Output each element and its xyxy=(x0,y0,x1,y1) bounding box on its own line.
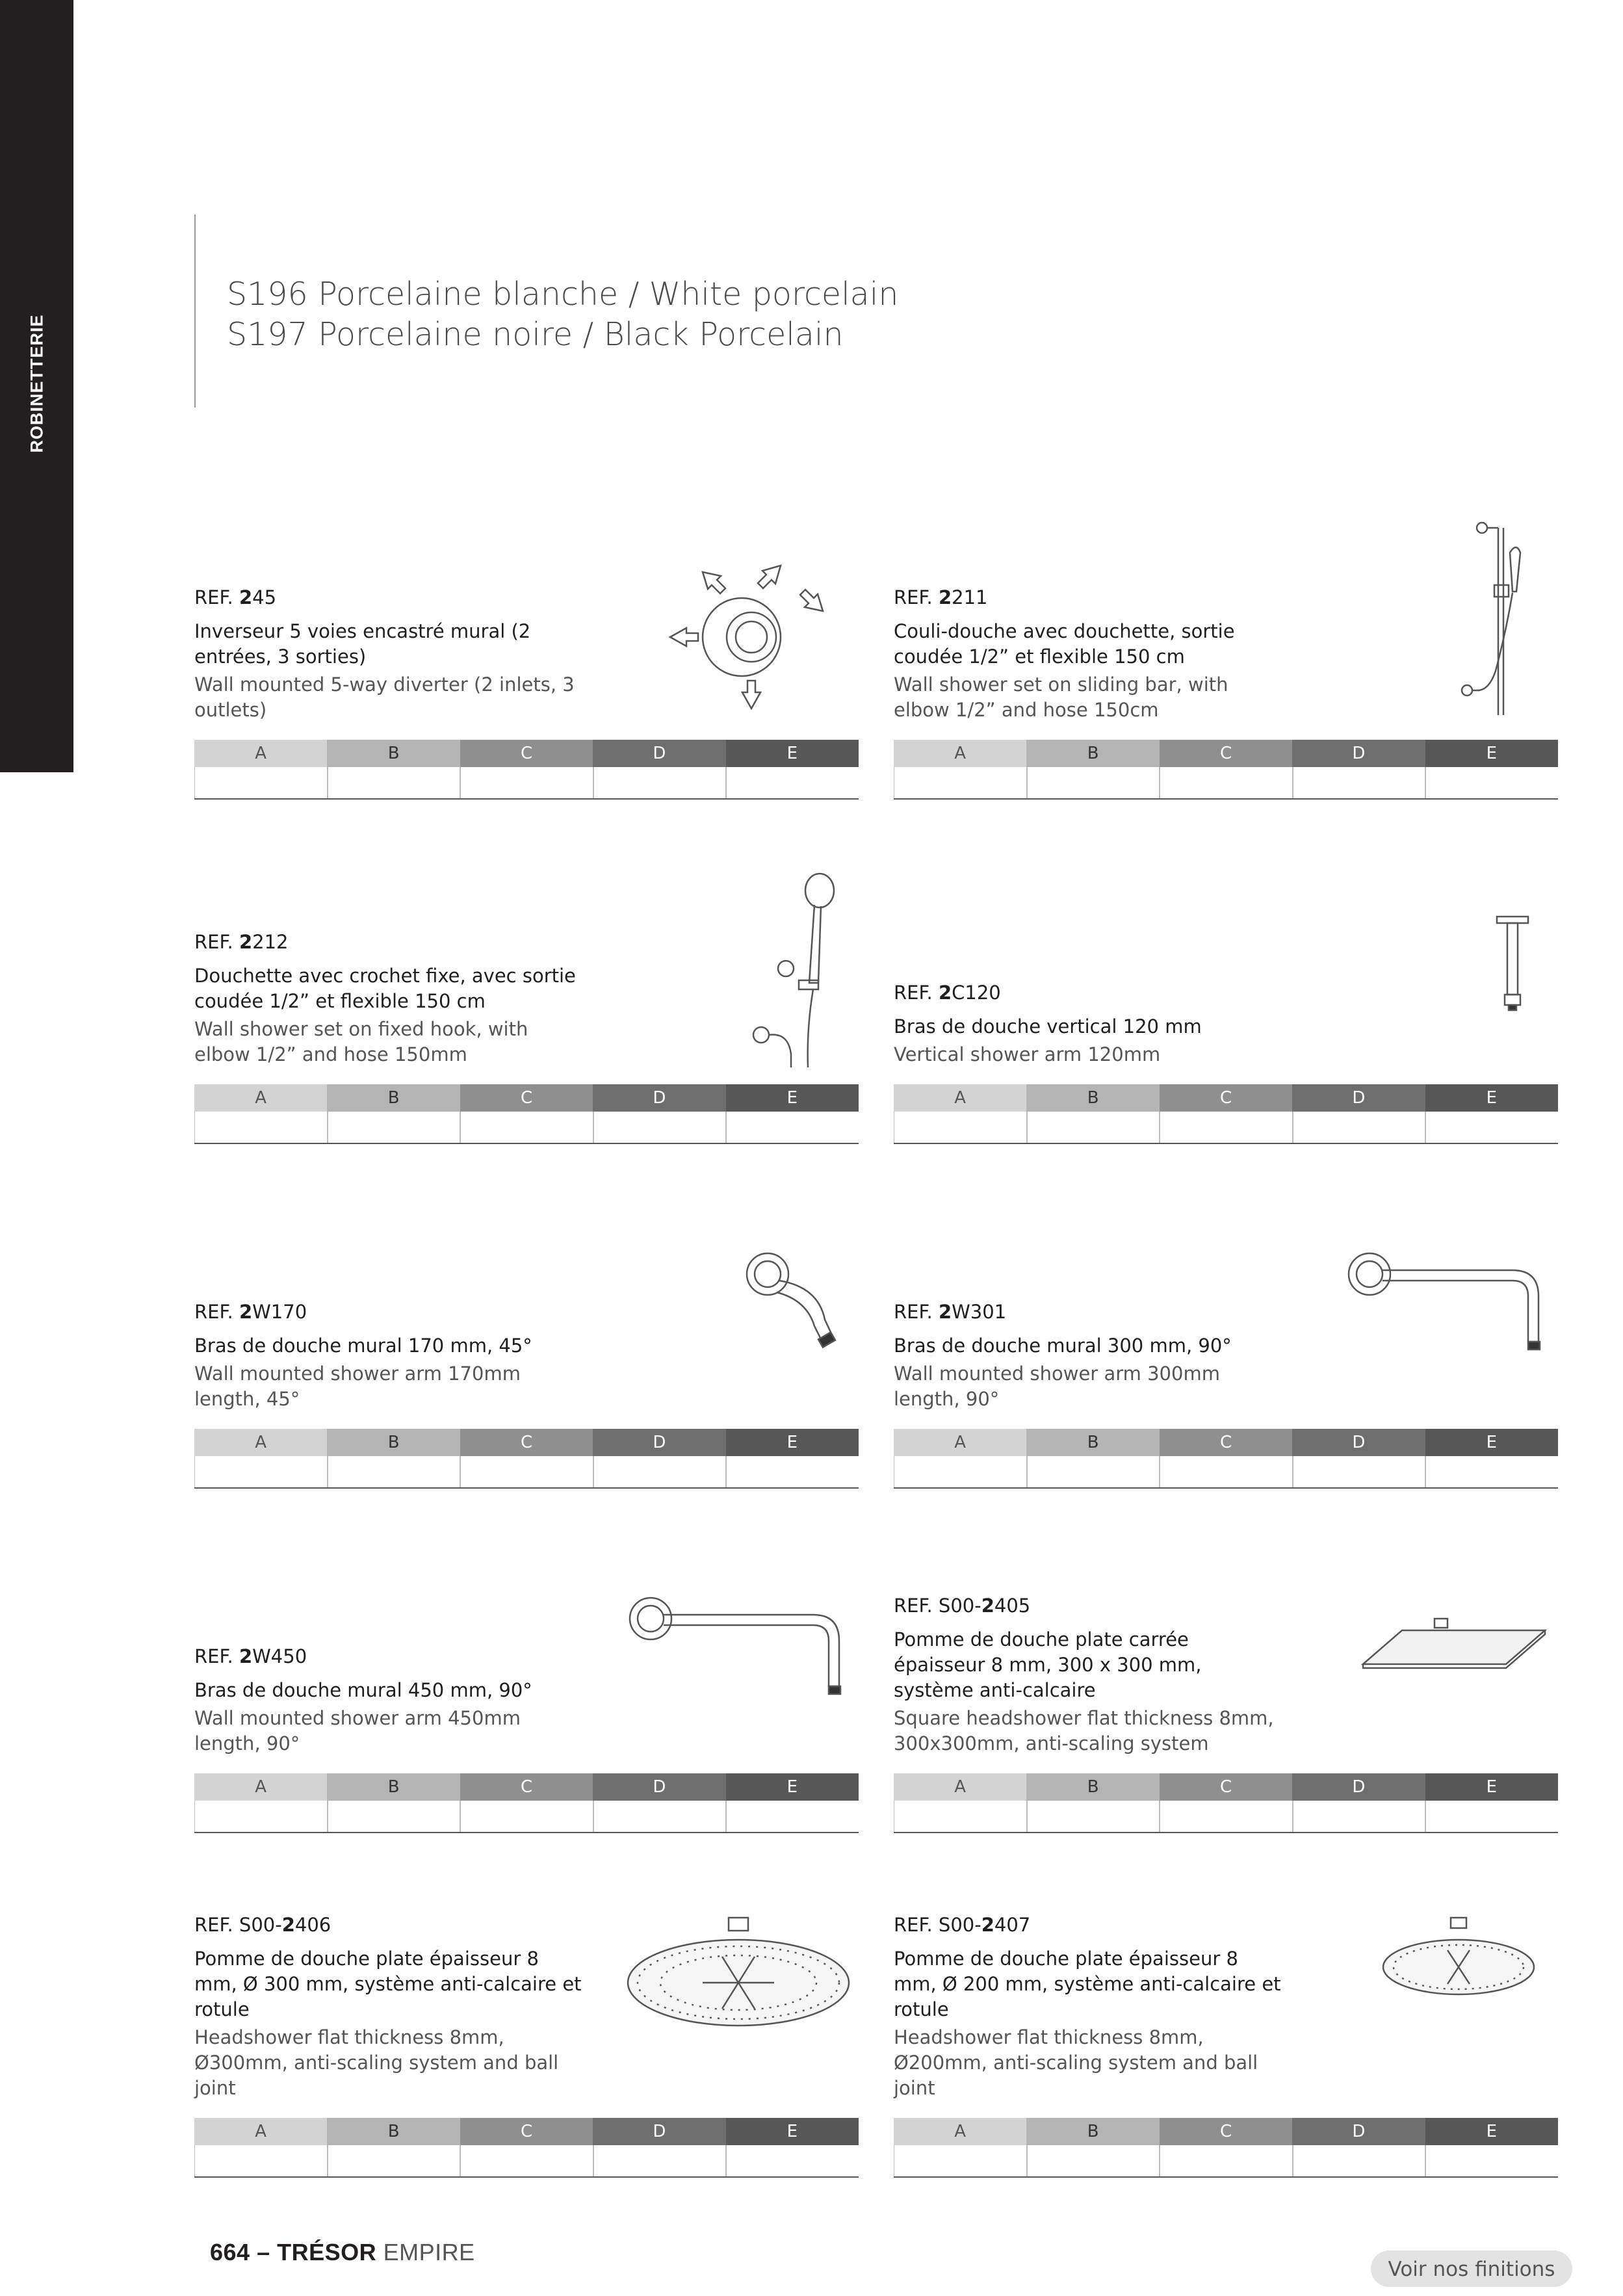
grid-cell xyxy=(1425,1801,1558,1832)
grid-cell xyxy=(327,1456,460,1487)
grid-cell xyxy=(1425,2145,1558,2176)
grid-header-e: E xyxy=(726,1773,859,1801)
round-headshower-300-icon xyxy=(625,1898,859,2101)
description-en: Wall mounted shower arm 450mm length, 90° xyxy=(194,1707,521,1755)
description-en: Wall mounted shower arm 170mm length, 45° xyxy=(194,1363,521,1410)
description-en: Vertical shower arm 120mm xyxy=(894,1043,1161,1065)
product-info xyxy=(894,1595,1284,1756)
grid-header-b: B xyxy=(1026,2118,1159,2145)
hand-shower-hook-icon xyxy=(625,865,859,1067)
grid-header-e: E xyxy=(1425,1084,1558,1112)
grid-cell xyxy=(725,1801,859,1832)
grid-header-b: B xyxy=(1026,1084,1159,1112)
grid-cell xyxy=(1159,767,1292,798)
description-fr: Inverseur 5 voies encastré mural (2 entrées, 3 sorties) xyxy=(194,620,531,668)
product-ref: REF. S00-2407 xyxy=(894,1914,1031,1936)
finishes-button[interactable]: Voir nos finitions xyxy=(1371,2250,1572,2287)
product-info xyxy=(894,1301,1284,1412)
grid-header-d: D xyxy=(1292,2118,1425,2145)
grid-cell xyxy=(460,1456,593,1487)
shower-arm-450-icon xyxy=(625,1554,859,1756)
description-fr: Pomme de douche plate carrée épaisseur 8 mm, 300 x 300 mm, système anti-calcaire xyxy=(894,1628,1202,1701)
grid-cell xyxy=(460,1801,593,1832)
grid-cell xyxy=(194,2145,327,2176)
grid-cell xyxy=(1292,1801,1425,1832)
grid-cell xyxy=(194,1801,327,1832)
shower-arm-300-icon xyxy=(1324,1209,1558,1412)
title-line-1: S196 Porcelaine blanche / White porcelain xyxy=(227,276,899,313)
grid-cell xyxy=(1159,1801,1292,1832)
grid-cell xyxy=(327,767,460,798)
title-line-2: S197 Porcelaine noire / Black Porcelain xyxy=(227,316,844,353)
grid-cell xyxy=(894,1801,1026,1832)
grid-header-c: C xyxy=(1160,2118,1292,2145)
header-rule xyxy=(194,215,196,408)
shower-arm-170-icon xyxy=(625,1209,859,1412)
grid-cell xyxy=(327,1112,460,1143)
grid-cell xyxy=(1292,767,1425,798)
grid-header-c: C xyxy=(460,740,593,767)
grid-header-a: A xyxy=(894,1084,1026,1112)
grid-cell xyxy=(460,767,593,798)
description-fr: Couli-douche avec douchette, sortie coudée 1/2” et flexible 150 cm xyxy=(894,620,1235,668)
grid-cell xyxy=(1425,1456,1558,1487)
grid-cell xyxy=(1159,1456,1292,1487)
product-card xyxy=(894,1554,1558,1833)
grid-header-c: C xyxy=(1160,1773,1292,1801)
vertical-shower-arm-icon xyxy=(1324,865,1558,1067)
grid-header-c: C xyxy=(460,1084,593,1112)
grid-header-d: D xyxy=(1292,740,1425,767)
grid-cell xyxy=(593,767,726,798)
grid-header-e: E xyxy=(726,740,859,767)
grid-header-e: E xyxy=(1425,2118,1558,2145)
product-ref: REF. 2W170 xyxy=(194,1301,307,1323)
product-card xyxy=(194,1554,859,1833)
product-info xyxy=(194,586,584,723)
grid-cell xyxy=(460,2145,593,2176)
grid-header-d: D xyxy=(1292,1773,1425,1801)
finish-grid xyxy=(894,2118,1558,2178)
grid-cell xyxy=(593,1801,726,1832)
grid-cell xyxy=(194,1112,327,1143)
product-info xyxy=(194,1645,584,1756)
grid-header-d: D xyxy=(593,1429,725,1456)
product-ref: REF. 245 xyxy=(194,586,277,608)
grid-header-b: B xyxy=(1026,1773,1159,1801)
round-headshower-200-icon xyxy=(1324,1898,1558,2101)
grid-header-e: E xyxy=(1425,740,1558,767)
grid-header-e: E xyxy=(726,1429,859,1456)
grid-cell xyxy=(894,1456,1026,1487)
finish-grid xyxy=(194,740,859,800)
grid-header-a: A xyxy=(894,1773,1026,1801)
grid-header-d: D xyxy=(593,1773,725,1801)
grid-header-a: A xyxy=(894,740,1026,767)
product-card xyxy=(194,1209,859,1489)
page-footer xyxy=(210,2239,475,2266)
grid-header-d: D xyxy=(593,1084,725,1112)
grid-cell xyxy=(1292,2145,1425,2176)
grid-header-b: B xyxy=(327,1773,460,1801)
description-fr: Bras de douche mural 170 mm, 45° xyxy=(194,1335,532,1357)
description-en: Headshower flat thickness 8mm, Ø300mm, anti-scaling system and ball joint xyxy=(194,2026,559,2099)
grid-cell xyxy=(460,1112,593,1143)
grid-cell xyxy=(194,1456,327,1487)
finish-grid xyxy=(894,1084,1558,1144)
grid-header-c: C xyxy=(1160,1429,1292,1456)
grid-cell xyxy=(593,1456,726,1487)
description-en: Headshower flat thickness 8mm, Ø200mm, anti-scaling system and ball joint xyxy=(894,2026,1258,2099)
page-number: 664 – TRÉSOR xyxy=(210,2239,377,2265)
product-info xyxy=(894,586,1284,723)
grid-header-a: A xyxy=(194,1429,327,1456)
grid-header-a: A xyxy=(194,2118,327,2145)
grid-header-a: A xyxy=(194,740,327,767)
product-ref: REF. 2C120 xyxy=(894,982,1001,1004)
product-info xyxy=(194,931,584,1067)
product-card xyxy=(194,1898,859,2178)
grid-cell xyxy=(725,767,859,798)
grid-header-a: A xyxy=(894,2118,1026,2145)
grid-cell xyxy=(327,2145,460,2176)
grid-cell xyxy=(1026,2145,1160,2176)
description-fr: Bras de douche mural 450 mm, 90° xyxy=(194,1679,532,1701)
grid-header-c: C xyxy=(460,1429,593,1456)
grid-cell xyxy=(725,1456,859,1487)
grid-cell xyxy=(894,1112,1026,1143)
product-card xyxy=(194,520,859,800)
page-title xyxy=(227,274,898,355)
grid-header-d: D xyxy=(1292,1429,1425,1456)
sliding-bar-shower-icon xyxy=(1324,520,1558,723)
finish-grid xyxy=(894,1429,1558,1489)
finish-grid xyxy=(194,1084,859,1144)
grid-cell xyxy=(327,1801,460,1832)
finish-grid xyxy=(194,2118,859,2178)
collection-name: EMPIRE xyxy=(376,2239,475,2265)
product-ref: REF. 2W450 xyxy=(194,1645,307,1667)
grid-cell xyxy=(593,1112,726,1143)
grid-header-b: B xyxy=(1026,1429,1159,1456)
grid-cell xyxy=(1292,1112,1425,1143)
description-en: Wall shower set on sliding bar, with elbow 1/2” and hose 150cm xyxy=(894,673,1228,721)
product-card xyxy=(894,1898,1558,2178)
grid-header-c: C xyxy=(1160,740,1292,767)
description-en: Wall mounted shower arm 300mm length, 90° xyxy=(894,1363,1220,1410)
grid-cell xyxy=(1026,1112,1160,1143)
grid-header-d: D xyxy=(1292,1084,1425,1112)
description-fr: Bras de douche mural 300 mm, 90° xyxy=(894,1335,1232,1357)
product-card xyxy=(194,865,859,1144)
product-info xyxy=(894,982,1284,1067)
finish-grid xyxy=(894,740,1558,800)
grid-cell xyxy=(894,767,1026,798)
finish-grid xyxy=(194,1773,859,1833)
description-en: Wall shower set on fixed hook, with elbow 1/2” and hose 150mm xyxy=(194,1018,528,1065)
product-ref: REF. 2W301 xyxy=(894,1301,1007,1323)
grid-header-d: D xyxy=(593,740,725,767)
finish-grid xyxy=(894,1773,1558,1833)
grid-header-a: A xyxy=(194,1084,327,1112)
grid-header-b: B xyxy=(327,1429,460,1456)
grid-cell xyxy=(194,767,327,798)
grid-header-c: C xyxy=(460,1773,593,1801)
product-card xyxy=(894,520,1558,800)
grid-header-c: C xyxy=(1160,1084,1292,1112)
grid-header-b: B xyxy=(1026,740,1159,767)
square-headshower-icon xyxy=(1324,1554,1558,1756)
product-ref: REF. 2212 xyxy=(194,931,289,953)
grid-cell xyxy=(1026,767,1160,798)
product-ref: REF. 2211 xyxy=(894,586,988,608)
product-info xyxy=(194,1914,584,2101)
product-card xyxy=(894,865,1558,1144)
grid-cell xyxy=(1292,1456,1425,1487)
description-fr: Douchette avec crochet fixe, avec sortie coudée 1/2” et flexible 150 cm xyxy=(194,965,576,1012)
grid-header-e: E xyxy=(1425,1773,1558,1801)
grid-cell xyxy=(725,2145,859,2176)
description-fr: Bras de douche vertical 120 mm xyxy=(894,1015,1202,1037)
description-en: Wall mounted 5-way diverter (2 inlets, 3 outlets) xyxy=(194,673,575,721)
finish-grid xyxy=(194,1429,859,1489)
grid-header-a: A xyxy=(894,1429,1026,1456)
grid-header-b: B xyxy=(327,740,460,767)
grid-header-e: E xyxy=(1425,1429,1558,1456)
grid-cell xyxy=(1026,1801,1160,1832)
product-ref: REF. S00-2405 xyxy=(894,1595,1031,1617)
grid-header-b: B xyxy=(327,1084,460,1112)
product-ref: REF. S00-2406 xyxy=(194,1914,331,1936)
grid-header-a: A xyxy=(194,1773,327,1801)
grid-cell xyxy=(1159,2145,1292,2176)
diverter-icon xyxy=(625,520,859,723)
grid-header-d: D xyxy=(593,2118,725,2145)
grid-cell xyxy=(1425,767,1558,798)
description-fr: Pomme de douche plate épaisseur 8 mm, Ø 300 mm, système anti-calcaire et rotule xyxy=(194,1948,582,2020)
description-fr: Pomme de douche plate épaisseur 8 mm, Ø 200 mm, système anti-calcaire et rotule xyxy=(894,1948,1281,2020)
product-info xyxy=(894,1914,1284,2101)
grid-header-c: C xyxy=(460,2118,593,2145)
grid-cell xyxy=(1026,1456,1160,1487)
grid-header-e: E xyxy=(726,1084,859,1112)
product-card xyxy=(894,1209,1558,1489)
grid-cell xyxy=(1425,1112,1558,1143)
grid-cell xyxy=(593,2145,726,2176)
grid-header-b: B xyxy=(327,2118,460,2145)
sidebar-label: ROBINETTERIE xyxy=(27,314,46,453)
product-info xyxy=(194,1301,584,1412)
grid-cell xyxy=(725,1112,859,1143)
description-en: Square headshower flat thickness 8mm, 300x300mm, anti-scaling system xyxy=(894,1707,1274,1755)
grid-header-e: E xyxy=(726,2118,859,2145)
grid-cell xyxy=(1159,1112,1292,1143)
grid-cell xyxy=(894,2145,1026,2176)
